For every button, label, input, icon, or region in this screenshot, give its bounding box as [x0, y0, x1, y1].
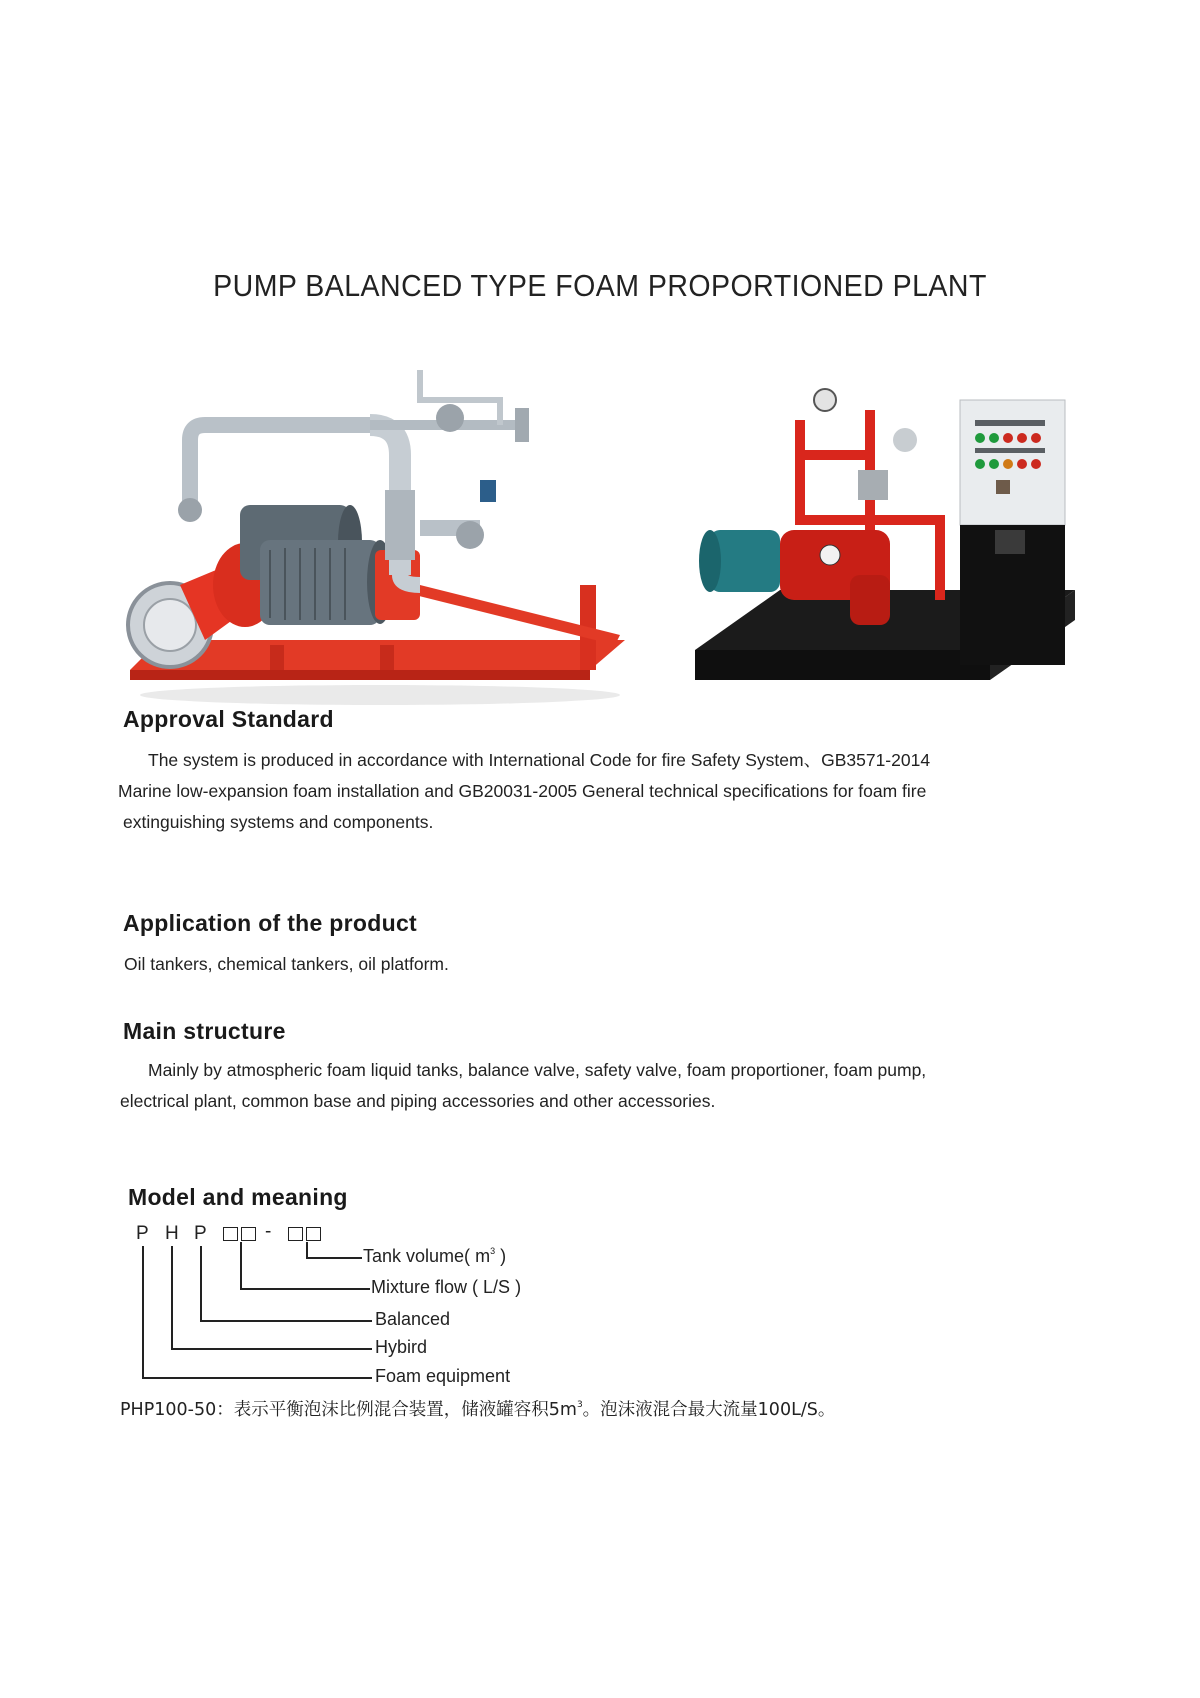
approval-line-2: Marine low-expansion foam installation and GB20031-2005 General technical specifications for foam fire — [118, 781, 927, 801]
legend-tank-volume: Tank volume( $m^3$ ) — [363, 1246, 507, 1266]
connector-mixture-h — [240, 1288, 370, 1290]
code-letter-h: H — [165, 1223, 179, 1244]
legend-balanced: Balanced — [375, 1309, 451, 1329]
model-example: PHP100-50：表示平衡泡沫比例混合装置，储液罐容积$5m^3$。泡沫液混合最大流量100L/S。 — [120, 1400, 836, 1420]
legend-foam-equipment: Foam equipment — [375, 1366, 511, 1386]
approval-heading: Approval Standard — [123, 706, 334, 732]
approval-line-1: The system is produced in accordance with International Code for fire Safety System、GB3571-2014 — [148, 750, 931, 770]
connector-foam-v — [142, 1246, 144, 1378]
connector-hybird-h — [171, 1348, 372, 1350]
page-title: PUMP BALANCED TYPE FOAM PROPORTIONED PLANT — [213, 268, 987, 303]
connector-tank-h — [306, 1257, 362, 1259]
structure-line-1: Mainly by atmospheric foam liquid tanks, balance valve, safety valve, foam proportioner, foam pump, — [148, 1060, 927, 1080]
code-dash: - — [265, 1221, 272, 1242]
code-box-volume-2 — [306, 1227, 321, 1241]
structure-heading: Main structure — [123, 1018, 286, 1044]
connector-foam-h — [142, 1377, 372, 1379]
connector-mixture-v — [240, 1242, 242, 1289]
code-letter-p2: P — [194, 1223, 207, 1244]
code-box-flow-1 — [223, 1227, 238, 1241]
application-text: Oil tankers, chemical tankers, oil platform. — [124, 954, 449, 974]
code-box-volume-1 — [288, 1227, 303, 1241]
connector-balanced-v — [200, 1246, 202, 1321]
connector-balanced-h — [200, 1320, 372, 1322]
application-heading: Application of the product — [123, 910, 417, 936]
legend-hybird: Hybird — [375, 1337, 428, 1357]
structure-line-2: electrical plant, common base and piping accessories and other accessories. — [120, 1091, 716, 1111]
code-letter-p1: P — [136, 1223, 149, 1244]
approval-line-3: extinguishing systems and components. — [123, 812, 434, 832]
model-heading: Model and meaning — [128, 1184, 348, 1210]
connector-tank-v — [306, 1242, 308, 1258]
legend-mixture-flow: Mixture flow ( L/S ) — [371, 1277, 522, 1297]
connector-hybird-v — [171, 1246, 173, 1349]
code-box-flow-2 — [241, 1227, 256, 1241]
